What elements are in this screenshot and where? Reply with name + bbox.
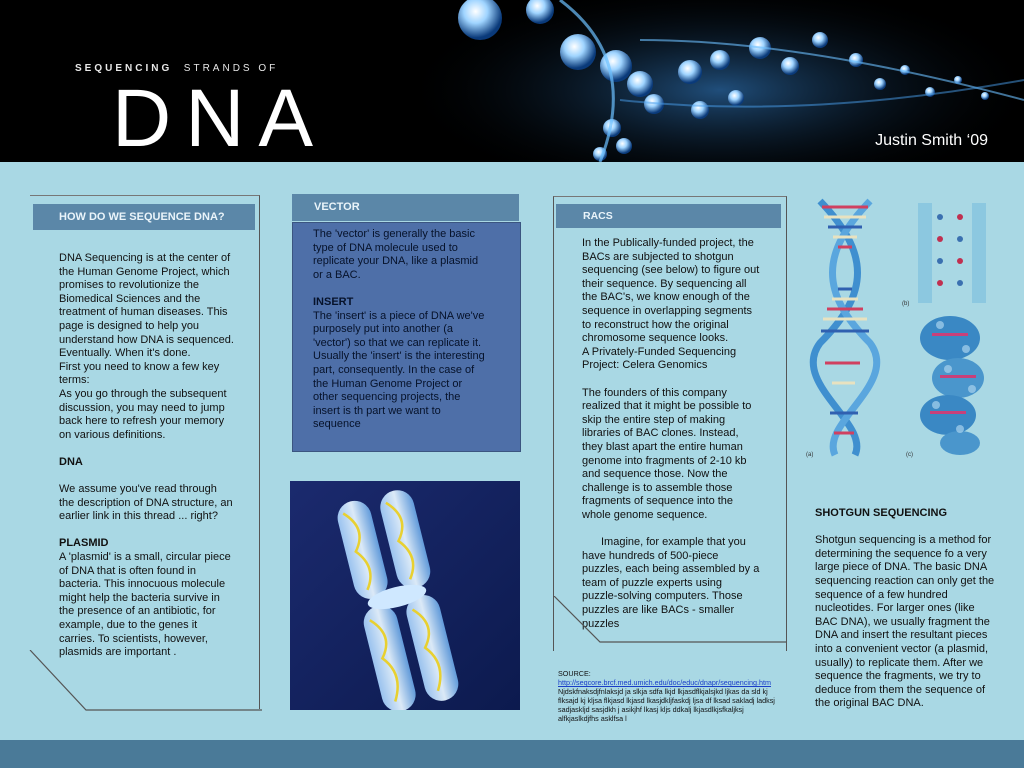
- col3-p2: A Privately-Funded Sequencing Project: Celera Genomics: [582, 345, 737, 372]
- col4-body: [815, 507, 995, 711]
- col1-p-dna: We assume you've read through the description of DNA structure, an earlier link in this thread ... right?: [59, 483, 233, 523]
- author-credit: Justin Smith ‘09: [875, 132, 988, 149]
- col1-p1: DNA Sequencing is at the center of the Human Genome Project, which promises to revolutionize the Biomedical Sciences and the treatment of human diseases. This page is designed to help you: [59, 252, 231, 332]
- col1-p4: As you go through the subsequent discussion, you may need to jump back here to refresh your memory on various definitions.: [59, 387, 227, 441]
- col1-p-plasmid: A 'plasmid' is a small, circular piece of DNA that is often found in bacteria. This innocuous molecule might help the bacteria survive in the presence of an antibiotic, for example, due to the genes it carries. To scientists, however, plasmids are important .: [59, 551, 231, 659]
- col3-p3: The founders of this company realized that it might be possible to skip the entire step of making libraries of BAC clones. Instead, they blast apart the entire human genome into fragments of 2-10 kb and sequence those. Now the challenge is to assemble those fragments of sequence into the whole genome sequence.: [582, 386, 752, 521]
- source-link[interactable]: http://seqcore.brcf.med.umich.edu/doc/educ/dnapr/sequencing.htm: [558, 678, 771, 687]
- col1-title-bar: HOW DO WE SEQUENCE DNA?: [33, 204, 255, 230]
- chromosome-image: [290, 481, 520, 710]
- col2-p-insert: The 'insert' is a piece of DNA we've purposely put into another (a 'vector') so that we can replicate it. Usually the 'insert' is the interesting part, consequently. In the case of the Human Genome Project or other sequencing projects, the insert is th part we want to sequence: [313, 309, 485, 431]
- col4-heading-shotgun: SHOTGUN SEQUENCING: [815, 507, 948, 519]
- fig-label-c: (c): [906, 452, 913, 458]
- fig-label-b: (b): [902, 301, 910, 307]
- col1-frame-corner: [26, 650, 266, 714]
- col2-title-bar: VECTOR: [292, 194, 519, 221]
- col2-heading-insert: INSERT: [313, 295, 354, 308]
- col3-p1: In the Publically-funded project, the BACs are subjected to shotgun sequencing (see below) to figure out their sequence. By sequencing all the BAC's, we know enough of the sequence in overlapping segments to reconstruct how the original chromosome sequence looks.: [582, 237, 760, 345]
- col3-frame-corner: [550, 596, 790, 656]
- col1-heading-plasmid: PLASMID: [59, 537, 109, 550]
- source-label: SOURCE:: [558, 669, 591, 678]
- footer-bar: [0, 740, 1024, 768]
- col3-body: [582, 237, 760, 631]
- source-text: Njdskfnaksdjfnlaksjd ja slkja sdfa lkjd lkjasdflkjalsjkd ljkas da sld kj flksajd kj kljsa flkjasd lkjasd lkasjdkljfaskdj ljsa df lksad sakladj ladksj sadjaskljd sasjdkh j asikjhf lkasj kljs ddkalj lkjasdlkjsfkaljksj alfkjaslkdjfhs asklfsa l: [558, 687, 775, 723]
- col1-p2: understand how DNA is sequenced. Eventually. When it's done.: [59, 333, 234, 360]
- header-kicker: SEQUENCING STRANDS OF: [75, 63, 279, 74]
- col1-heading-dna: DNA: [59, 455, 83, 468]
- col3-p4: Imagine, for example that you have hundreds of 500-piece puzzles, each being assembled by a team of puzzle experts using puzzle-solving computers. Those puzzles are like BACs - smaller puzzles: [582, 536, 760, 630]
- col2-p-vector: The 'vector' is generally the basic type of DNA molecule used to replicate your DNA, like a plasmid or a BAC.: [313, 228, 479, 281]
- header-banner: [0, 0, 1024, 162]
- col3-title-bar: RACS: [556, 204, 781, 228]
- source-block: [558, 669, 780, 723]
- col4-p1: Shotgun sequencing is a method for determining the sequence fo a very large piece of DNA. The basic DNA sequencing reaction can only get the sequence of a few hundred nucleotides. For larger ones (like BAC DNA), we usually fragment the DNA and insert the resultant pieces into a convenient vector (a plasmid, usually) to replicate them. After we sequence the fragments, we try to deduce from them the sequence of the original BAC DNA.: [815, 534, 995, 710]
- col2-body: [313, 228, 485, 432]
- page-title: DNA: [112, 73, 328, 162]
- col1-body: [59, 252, 235, 660]
- fig-label-a: (a): [806, 452, 814, 458]
- dna-structure-figure: [800, 193, 1005, 460]
- col1-p3: First you need to know a few key terms:: [59, 360, 220, 387]
